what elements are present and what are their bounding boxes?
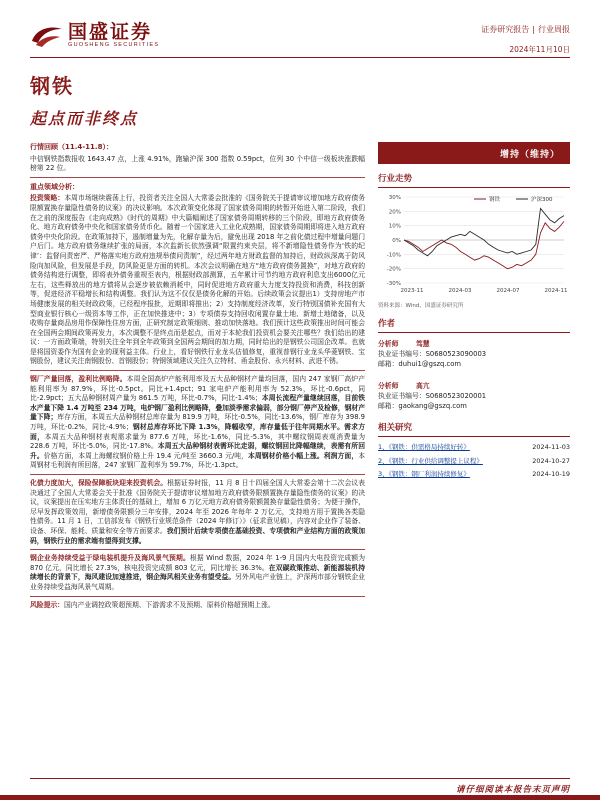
chart-source: 资料来源：Wind，国盛证券研究所 xyxy=(378,303,464,309)
related-item[interactable] xyxy=(378,441,570,455)
sector-name: 钢铁 xyxy=(30,74,74,98)
y-tick-label: 30% xyxy=(388,195,401,201)
section-divider xyxy=(30,596,365,597)
section-divider xyxy=(30,177,365,178)
y-tick-label: -20% xyxy=(386,266,401,273)
analyst-2 xyxy=(378,381,570,411)
wind-lead: 钢企业务持续受益于绿电装机提升及海风景气预期。 xyxy=(30,554,190,563)
supply-text-4: 价格方面，本周上海螺纹钢价格上升 19.4 元/吨至 3660.3 元/吨， xyxy=(43,451,248,460)
report-type-label: 证券研究报告 xyxy=(481,25,530,34)
related-date: 2024-11-03 xyxy=(532,443,570,451)
related-research-heading: 相关研究 xyxy=(378,421,570,437)
wind-text-2: 另外风电产业链上，沪深两市部分钢铁企业业务持续受益海风景气周期。 xyxy=(30,573,366,591)
analyst-role: 分析师 xyxy=(378,340,399,348)
risk-paragraph xyxy=(30,601,365,611)
analyst-name: 高亢 xyxy=(416,382,430,390)
x-tick-label: 2024-07 xyxy=(496,288,520,294)
legend-label: 沪深300 xyxy=(531,197,553,203)
logo-name-en: GUOSHENG SECURITIES xyxy=(68,42,160,48)
related-date: 2024-10-27 xyxy=(532,456,570,465)
supply-lead: 钢厂产量回落，盈利比例略降。 xyxy=(30,375,127,384)
y-tick-label: -10% xyxy=(386,252,401,259)
cert-label: 执业证书编号： xyxy=(378,392,426,400)
x-tick-label: 2024-11 xyxy=(544,288,568,294)
supply-text-1: 本周全国高炉产能利用率及五大品种钢材产量均回落，国内 247 家钢厂高炉产能利用率为 87.9%，环比-0.5pct。同比+1.4pct；91 家电炉产能利用率为 52.3%，环比-0.6pct，同比-2.9pct；五大品种钢材周产量为 861.5 万吨，环比-0.7%，同比-1.4%； xyxy=(30,375,366,403)
supply-paragraph xyxy=(30,375,365,471)
y-tick-label: 20% xyxy=(388,209,401,216)
related-title-link[interactable]: 2、《钢铁：行业供给调整提上议程》 xyxy=(378,456,483,465)
y-tick-label: 0% xyxy=(392,238,401,244)
supply-bold-1: 本周长流程产量继续回落，目前铁水产量下降 1.4 万吨至 234 万吨，电炉钢厂盈利比例略降，叠加淡季需求偏弱，部分钢厂停产及检修，钢材产量下降； xyxy=(30,394,366,422)
x-tick-label: 2024-03 xyxy=(448,288,472,294)
main-content xyxy=(30,142,365,611)
related-date: 2024-10-19 xyxy=(532,470,570,478)
analyst-name: 笃慧 xyxy=(416,340,430,348)
supply-bold-3: 本周五大品种钢材表需环比走弱，螺纹钢回比降幅继续，表需有所回升。 xyxy=(30,442,366,460)
wind-paragraph xyxy=(30,554,365,592)
sidebar xyxy=(378,142,570,482)
logo-mark-icon xyxy=(30,23,64,49)
key-analysis-heading: 重点领域分析： xyxy=(30,182,79,191)
footer-divider xyxy=(30,778,570,779)
supply-text-2: 库存方面，本周五大品种钢材总库存量为 819.9 万吨，环比-0.5%，同比-13.6%，钢厂库存为 398.9 万吨，环比-0.2%，同比-4.9%； xyxy=(30,413,366,432)
risk-text: 国内产业调控政策超预期、下游需求不及预期、原料价格超预期上涨。 xyxy=(63,600,275,609)
related-research-list xyxy=(378,441,570,482)
debt-lead: 化债力度加大，保险保障板块迎来投资机会。 xyxy=(30,479,168,487)
report-type-separator: | xyxy=(532,25,535,34)
related-item[interactable] xyxy=(378,455,570,469)
cert-label: 执业证书编号： xyxy=(378,350,426,358)
cert-number: S0680523020001 xyxy=(425,392,487,400)
section-divider xyxy=(30,370,365,371)
trend-heading: 行业走势 xyxy=(378,172,570,188)
debt-bold: 我们预计后续专项债在基础投资、专项债和产业结构方面的政策加码，钢铁行业的需求端有望得到支撑。 xyxy=(30,526,366,545)
analyst-1 xyxy=(378,339,570,369)
supply-bold-2: 钢材总库存环比下降 1.3%，降幅收窄，库存量低于往年同期水平。需求方面， xyxy=(30,423,365,441)
email-label: 邮箱： xyxy=(378,402,399,410)
legend-label: 钢铁 xyxy=(489,197,501,203)
debt-paragraph xyxy=(30,479,365,546)
trend-chart-svg xyxy=(378,191,570,299)
page-title: 起点而非终点 xyxy=(30,109,139,128)
analyst-email-link[interactable]: gaokang@gszq.com xyxy=(398,402,467,410)
section-divider xyxy=(30,474,365,475)
wind-bold: 在双碳政策推动、新能源装机持续增长的背景下，海风建设加速推进，钢企海风相关业务有望受益。 xyxy=(30,563,366,582)
related-title-link[interactable]: 1、《钢铁：供需格局持续好转》 xyxy=(378,443,470,451)
trend-chart xyxy=(378,191,570,299)
risk-lead: 风险提示： xyxy=(30,600,64,609)
footer-disclaimer: 请仔细阅读本报告末页声明 xyxy=(455,785,570,795)
policy-text: 本周市场继续震荡上行，投资者关注全国人大常委会批准的《国务院关于提请审议增加地方政府债务限额置换存量隐性债务的议案》的决议影响。本次政策变化体现了国家债务周期的转暂开始进入第二阶段，我们在之前的深度报告《走向成熟》《时代的周期》中大篇幅阐述了国家债务周期转移的三个阶段，即地方政府债务化、地方政府债务中央化和国家债务货币化。随着一个国家进入工业化成熟期，国家债务周期即将进入地方政府债务中央化阶段。在政策加持下，遏制增量为先，化解存量为后，避免出现 2018 年之前化债过程中增量问题门户后门。地方政府债务继续扩张的局面，本次监新长依然强调“限置约束央层，将不新增隐性债务作为‘铁的纪律’：监督问责密严、严格落实地方政府违规举债问责制”，经过两年地方财政监督的加持后，财政纵深离于防风险向加风险，但发展是手段，防风险更是方面的转机。本次会议明确在地方“地方政府债务置换”，对地方政府的债务结构进行调整，即将表外债务重规至表内，根据财政部测算，五年累计可节约地方政府利息支出6000亿元左右，这些释放出的地方债将从会逐步被依赖消耗中，同时促进地方政府重大力度支持投资和消费，科技创新等，促进经济平稳增长和结构调整。我们认为这不仅仅是债务化解的开始。后续政策会议提出1）支持房地产市场健康发展的相关财政政策，已经程序报批，近期即将推出；2）支持制度经济改革，发行特别国债补充国有大型商业银行核心一级资本等工作，正在加快推进中；3）专项债券支持回收闲置存量土地、新增土地储备，以及收购存量商品房用作保障性住房方面，正研究制定政策细则、推动加快落地。我们预计这些政策推出时间可能会在全国两会期间政策再发力，本次调整不是终点而是起点，而对于本轮我们投资机会要关注哪些？我们给出的建议：一方面政策端，特别关注全年到全年政策到全国两会期间的加力期，同时给出的是钢铁公司国企改革。也就是将国资委作为国有企业的现利益主体。行业上，看好钢铁行业龙头估值修复，重视普钢行业龙头华菱钢铁、宝钢股份，建议关注南钢股份、首钢股份；特钢领域建议关注久立特材、甬金股份、永兴材料、武进不锈。 xyxy=(30,194,366,366)
related-item[interactable] xyxy=(378,468,570,482)
supply-bold-4: 本周钢材价格小幅上涨。利润方面， xyxy=(248,451,359,460)
section-divider xyxy=(30,549,365,550)
report-date: 2024年11月10日 xyxy=(509,45,570,54)
series-line-1 xyxy=(404,221,564,268)
x-tick-label: 2023-11 xyxy=(400,288,424,294)
report-subtype-label: 行业周报 xyxy=(538,25,570,34)
market-review-text: 中信钢铁指数报收 1643.47 点，上涨 4.91%，跑输沪深 300 指数 0.59pct，位列 30 个中信一级板块涨跌幅榜第 22 位。 xyxy=(30,154,365,173)
header-divider xyxy=(30,57,570,58)
report-type xyxy=(481,24,570,35)
company-logo xyxy=(30,22,159,49)
supply-text-3: 本周五大品种钢材表观需求量为 877.6 万吨，环比-1.6%，同比-5.3%，其中螺纹钢周表观消费量为 228.6 万吨，环比-5.0%，同比-17.8%。 xyxy=(30,432,366,451)
logo-name-cn: 国盛证券 xyxy=(68,21,153,43)
rating-badge: 增持（维持） xyxy=(378,142,570,164)
analyst-email-link[interactable]: duhui1@gszq.com xyxy=(398,360,462,368)
related-title-link[interactable]: 3、《钢铁：钢厂利润持续修复》 xyxy=(378,470,470,478)
author-heading: 作者 xyxy=(378,317,570,333)
analyst-role: 分析师 xyxy=(378,382,399,390)
footer-bar xyxy=(0,795,600,800)
market-review-heading: 行情回顾（11.4-11.8）： xyxy=(30,143,113,151)
policy-lead: 投资策略： xyxy=(30,194,65,203)
page-footer xyxy=(0,774,600,800)
y-tick-label: -30% xyxy=(386,281,401,287)
policy-paragraph xyxy=(30,194,365,367)
cert-number: S0680523090003 xyxy=(425,350,487,358)
y-tick-label: 10% xyxy=(388,223,401,230)
email-label: 邮箱： xyxy=(378,360,399,368)
wind-text: 根据 Wind 数据，2024 年 1-9 月国内大电投资完成额为 870 亿元，同比增长 27.3%，核电投资完成额 803 亿元，同比增长 36.3%。 xyxy=(30,554,365,572)
supply-text-5: 本周钢材毛利润有所回落，247 家钢厂盈利率为 59.7%，环比-1.3pct。 xyxy=(30,451,366,470)
debt-text: 根据证券时报，11 月 8 日十四届全国人大常委会第十二次会议表决通过了全国人大常委会关于批准《国务院关于提请审议增加地方政府债务限额置换存量隐性债务的议案》的决议，议案提出在压实地方主体责任的基础上，增加 6 万亿元地方政府债务限额置换存量隐性债务；为便于操作，尽早发挥政策效用，新增债务限额分三年安排，2024 年至 2026 年每年 2 万亿元，支持地方用于置换各类隐性债务。11 月 1 日，工信部发布《钢铁行业规范条件（2024 年修订）》（征求意见稿），内容对企业作了装备、设备、环保、能耗、质量和安全等方面要求。 xyxy=(30,479,365,535)
